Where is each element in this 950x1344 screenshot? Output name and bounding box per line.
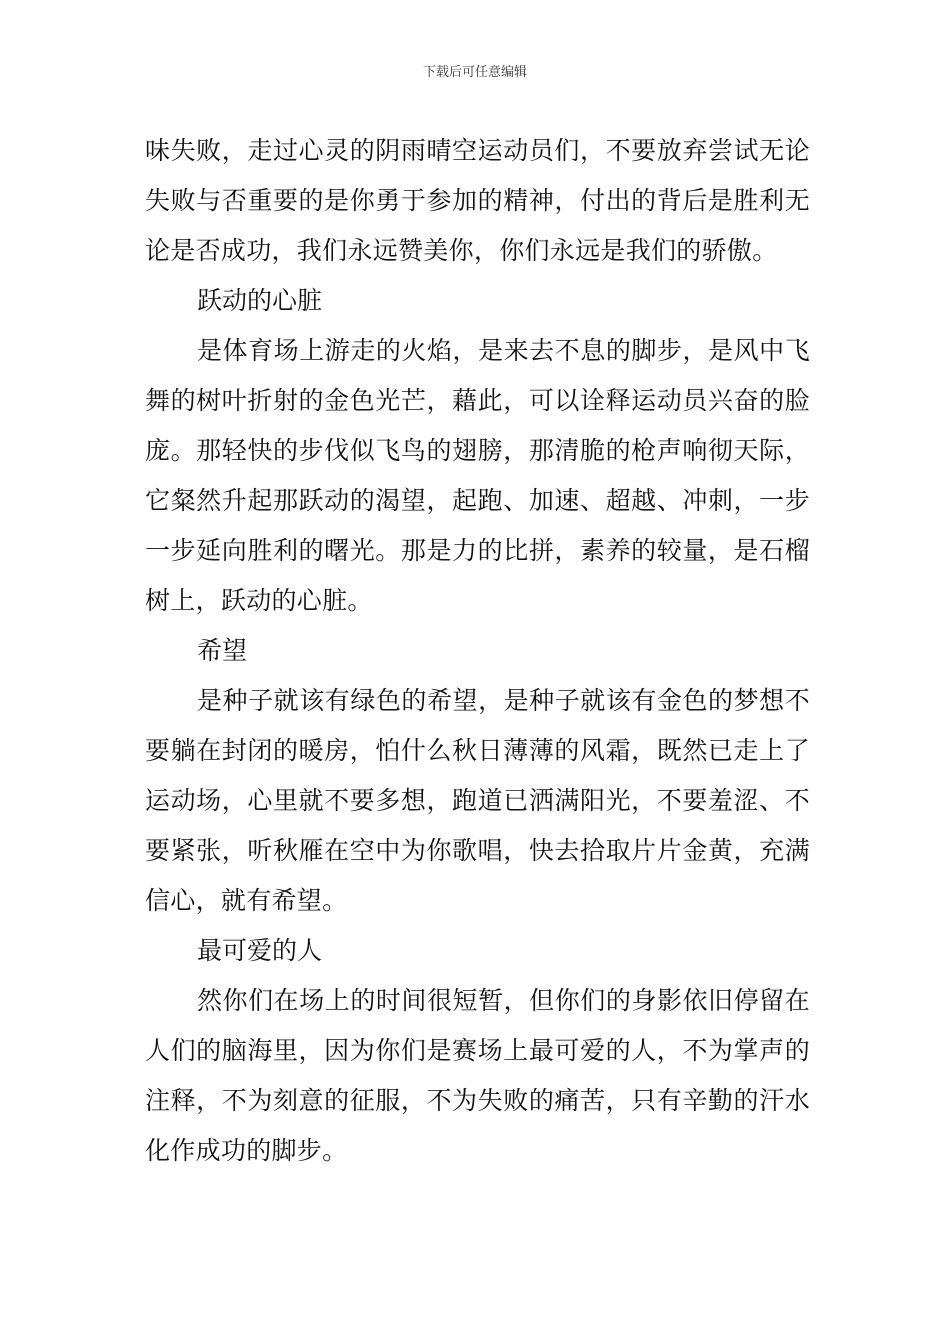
page-header: 下载后可任意编辑	[422, 65, 527, 80]
section-heading-hope: 希望	[197, 636, 248, 665]
paragraph-loveliest: 然你们在场上的时间很短暂，但你们的身影依旧停留在人们的脑海里，因为你们是赛场上最可爱的人，不为掌声的注释，不为刻意的征服，不为失败的痛苦，只有辛勤的汗水化作成功的脚步。	[145, 986, 810, 1165]
section-heading-heartbeat: 跃动的心脏	[197, 286, 323, 315]
section-heading-loveliest: 最可爱的人	[197, 936, 323, 965]
paragraph-heartbeat: 是体育场上游走的火焰，是来去不息的脚步，是风中飞舞的树叶折射的金色光芒，藉此，可以诠释运动员兴奋的脸庞。那轻快的步伐似飞鸟的翅膀，那清脆的枪声响彻天际，它粲然升起那跃动的渴望，起跑、加速、超越、冲刺，一步一步延向胜利的曙光。那是力的比拼，素养的较量，是石榴树上，跃动的心脏。	[145, 336, 810, 615]
document-body	[145, 126, 810, 1176]
paragraph-continuation: 味失败，走过心灵的阴雨晴空运动员们，不要放弃尝试无论失败与否重要的是你勇于参加的精神，付出的背后是胜利无论是否成功，我们永远赞美你，你们永远是我们的骄傲。	[145, 136, 810, 265]
paragraph-hope: 是种子就该有绿色的希望，是种子就该有金色的梦想不要躺在封闭的暖房，怕什么秋日薄薄的风霜，既然已走上了运动场，心里就不要多想，跑道已洒满阳光，不要羞涩、不要紧张，听秋雁在空中为你歌唱，快去拾取片片金黄，充满信心，就有希望。	[145, 686, 810, 915]
